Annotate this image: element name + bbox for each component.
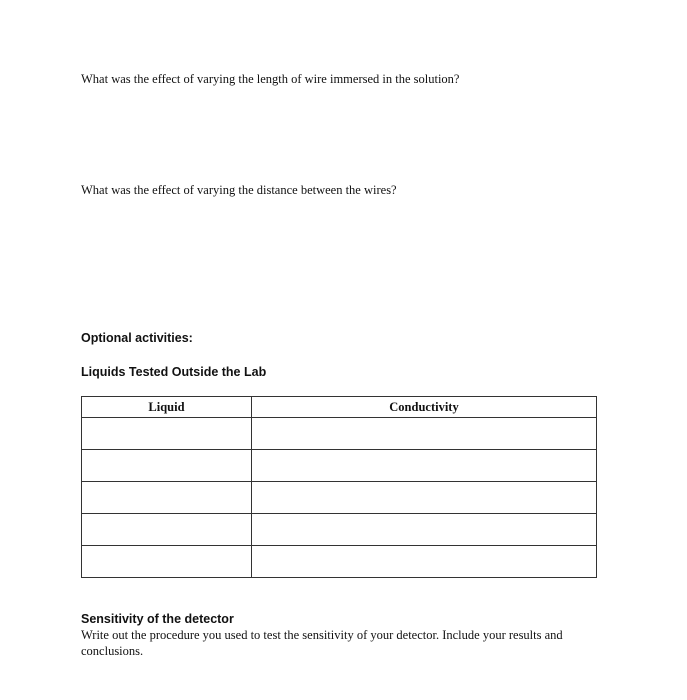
liquid-cell[interactable]: [82, 546, 252, 578]
conductivity-cell[interactable]: [252, 418, 597, 450]
liquids-table: [81, 396, 597, 578]
table-row: [82, 514, 597, 546]
conductivity-cell[interactable]: [252, 546, 597, 578]
liquid-cell[interactable]: [82, 514, 252, 546]
header-liquid: Liquid: [82, 397, 252, 418]
question-wire-distance: What was the effect of varying the distance between the wires?: [81, 183, 397, 197]
conductivity-cell[interactable]: [252, 514, 597, 546]
header-conductivity: Conductivity: [252, 397, 597, 418]
conductivity-cell[interactable]: [252, 450, 597, 482]
sensitivity-heading: Sensitivity of the detector: [81, 612, 234, 626]
liquids-table-title: Liquids Tested Outside the Lab: [81, 365, 267, 379]
question-wire-length: What was the effect of varying the length of wire immersed in the solution?: [81, 72, 460, 86]
optional-activities-heading: Optional activities:: [81, 331, 193, 345]
sensitivity-instructions: Write out the procedure you used to test the sensitivity of your detector. Include your results and conclusions.: [81, 628, 563, 658]
table-row: [82, 546, 597, 578]
table-row: [82, 418, 597, 450]
table-header-row: [82, 397, 597, 418]
table-row: [82, 482, 597, 514]
liquid-cell[interactable]: [82, 482, 252, 514]
table-row: [82, 450, 597, 482]
liquid-cell[interactable]: [82, 418, 252, 450]
conductivity-cell[interactable]: [252, 482, 597, 514]
liquid-cell[interactable]: [82, 450, 252, 482]
